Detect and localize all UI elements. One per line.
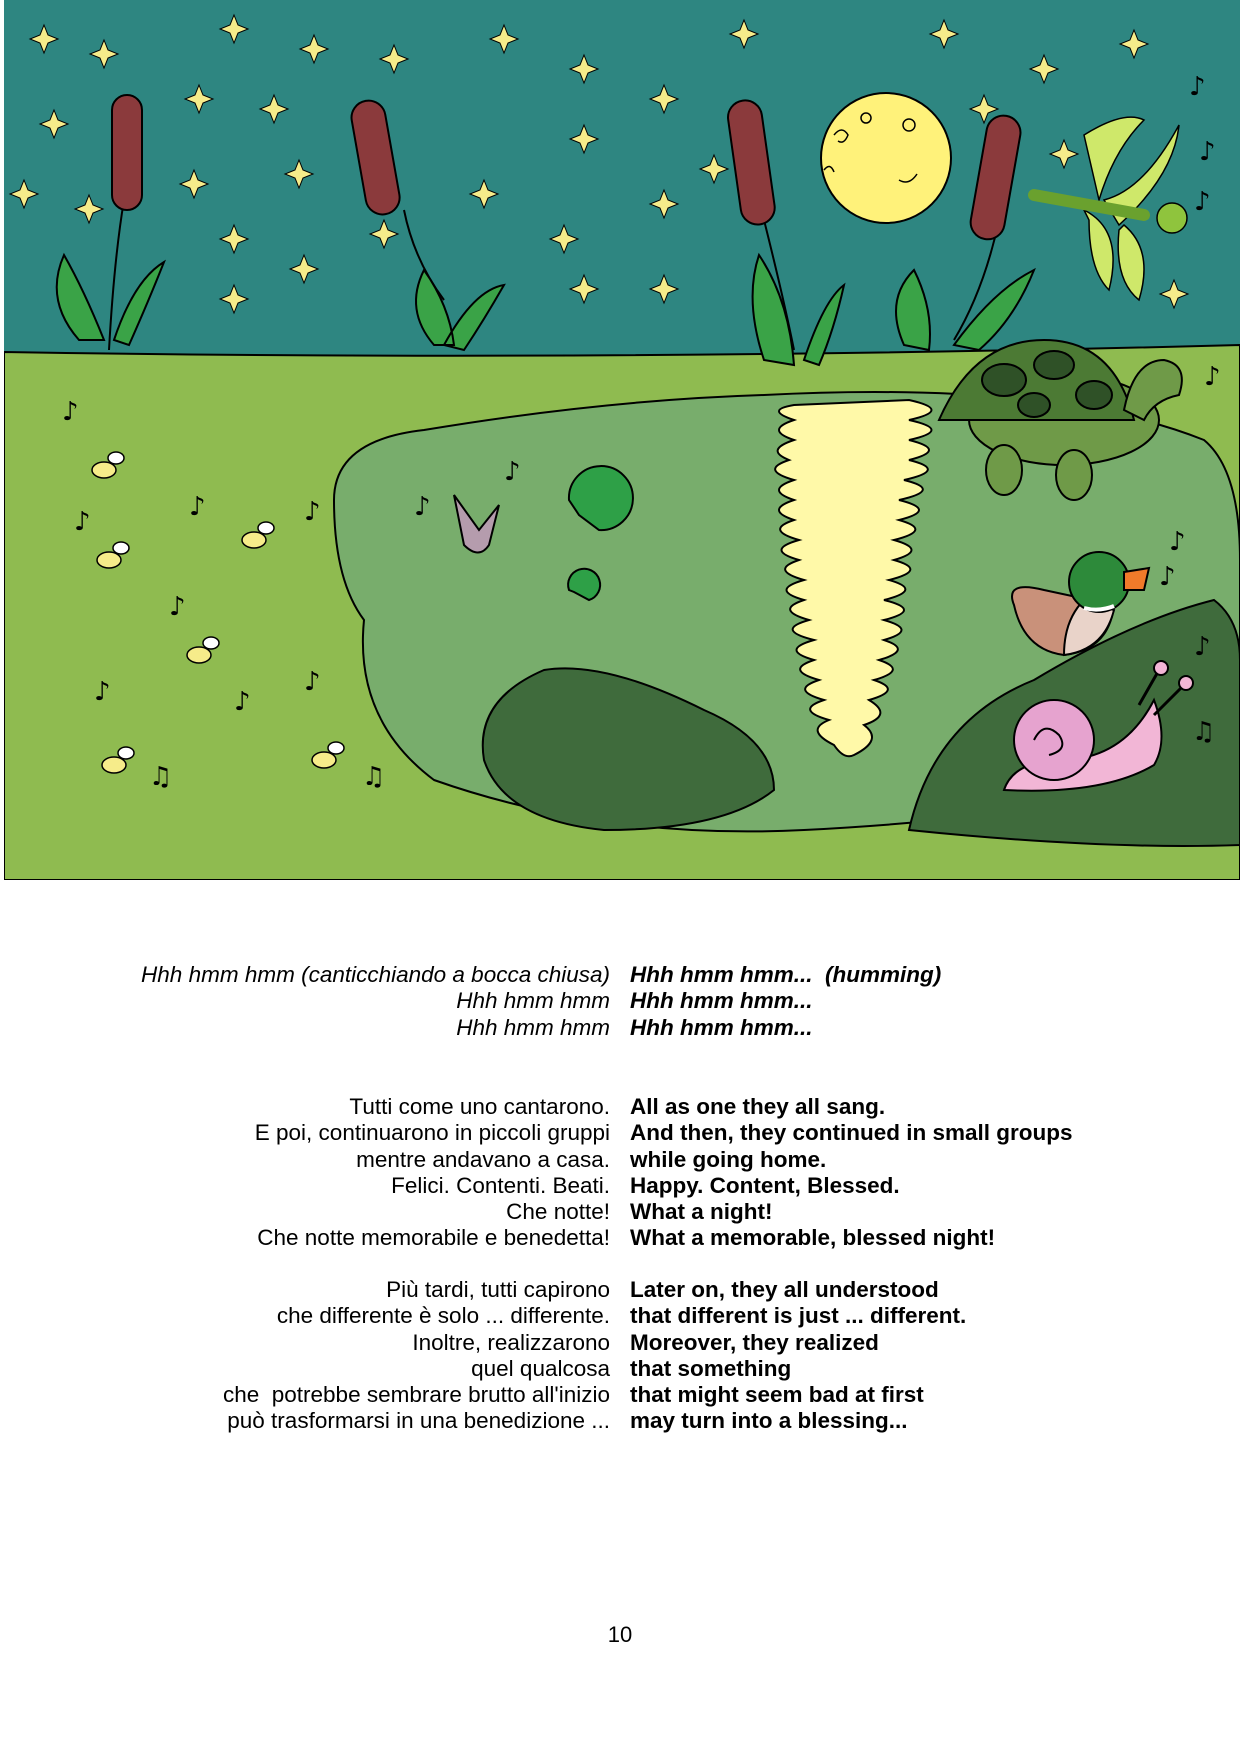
music-note-icon: ♪	[74, 507, 91, 537]
text-line: Later on, they all understood	[630, 1277, 939, 1302]
text-line: mentre andavano a casa.	[356, 1146, 610, 1172]
music-note-icon: ♪	[304, 497, 321, 527]
text-line: che differente è solo ... differente.	[276, 1303, 610, 1329]
text-line: Tutti come uno cantarono.	[349, 1094, 610, 1119]
text-line: while going home.	[630, 1146, 827, 1172]
music-note-icon: ♪	[94, 677, 111, 707]
text-line: that something	[630, 1355, 792, 1381]
stanza1-english	[630, 1094, 1230, 1252]
text-line: that might seem bad at first	[630, 1382, 924, 1408]
music-note-icon: ♪	[1199, 137, 1216, 167]
text-line: Hhh hmm hmm...	[630, 1014, 813, 1040]
music-note-icon: ♪	[169, 592, 186, 622]
text-line: Felici. Contenti. Beati.	[391, 1172, 610, 1198]
music-note-icon: ♪	[62, 397, 79, 427]
text-line: may turn into a blessing...	[630, 1408, 908, 1434]
text-line: Hhh hmm hmm	[456, 1014, 610, 1040]
text-line: Che notte!	[506, 1199, 610, 1225]
music-note-icon: ♫	[1192, 717, 1216, 747]
text-line: Che notte memorabile e benedetta!	[257, 1225, 610, 1251]
music-note-icon: ♫	[362, 762, 386, 792]
music-note-icon: ♪	[1194, 187, 1211, 217]
music-note-icon: ♪	[189, 492, 206, 522]
text-line: Happy. Content, Blessed.	[630, 1172, 900, 1198]
music-note-icon: ♪	[1204, 362, 1221, 392]
text-line: E poi, continuarono in piccoli gruppi	[254, 1120, 610, 1146]
text-line: Hhh hmm hmm... (humming)	[630, 962, 942, 987]
music-note-icon: ♪	[234, 687, 251, 717]
text-line: che potrebbe sembrare brutto all'inizio	[222, 1382, 610, 1408]
text-line: And then, they continued in small groups	[630, 1120, 1073, 1146]
text-line: What a memorable, blessed night!	[630, 1225, 996, 1251]
text-line: quel qualcosa	[471, 1355, 610, 1381]
music-note-icon: ♫	[149, 762, 173, 792]
text-line: Hhh hmm hmm	[456, 988, 610, 1014]
music-note-icon: ♪	[1159, 562, 1176, 592]
stanza2-italian	[10, 1277, 610, 1435]
text-line: Inoltre, realizzarono	[412, 1329, 610, 1355]
stanza2-english	[630, 1277, 1230, 1435]
text-line: What a night!	[630, 1199, 773, 1225]
page-number: 10	[607, 1622, 633, 1647]
music-note-icon: ♪	[1194, 632, 1211, 662]
music-note-icon: ♪	[414, 492, 431, 522]
intro-english	[630, 962, 1230, 1041]
text-line: Moreover, they realized	[630, 1329, 879, 1355]
moon	[821, 93, 951, 223]
stanza1-italian	[10, 1094, 610, 1252]
intro-italian	[10, 962, 610, 1041]
text-line: Hhh hmm hmm (canticchiando a bocca chiusa)	[141, 962, 610, 987]
music-note-icon: ♪	[1169, 527, 1186, 557]
music-note-icon: ♪	[1189, 72, 1206, 102]
text-line: può trasformarsi in una benedizione ...	[227, 1408, 610, 1434]
music-note-icon: ♪	[304, 667, 321, 697]
text-line: Più tardi, tutti capirono	[386, 1277, 610, 1302]
text-line: All as one they all sang.	[630, 1094, 886, 1119]
text-line: Hhh hmm hmm...	[630, 988, 813, 1014]
music-note-icon: ♪	[504, 457, 521, 487]
text-line: that different is just ... different.	[630, 1303, 967, 1329]
pond-night-illustration	[4, 0, 1240, 880]
